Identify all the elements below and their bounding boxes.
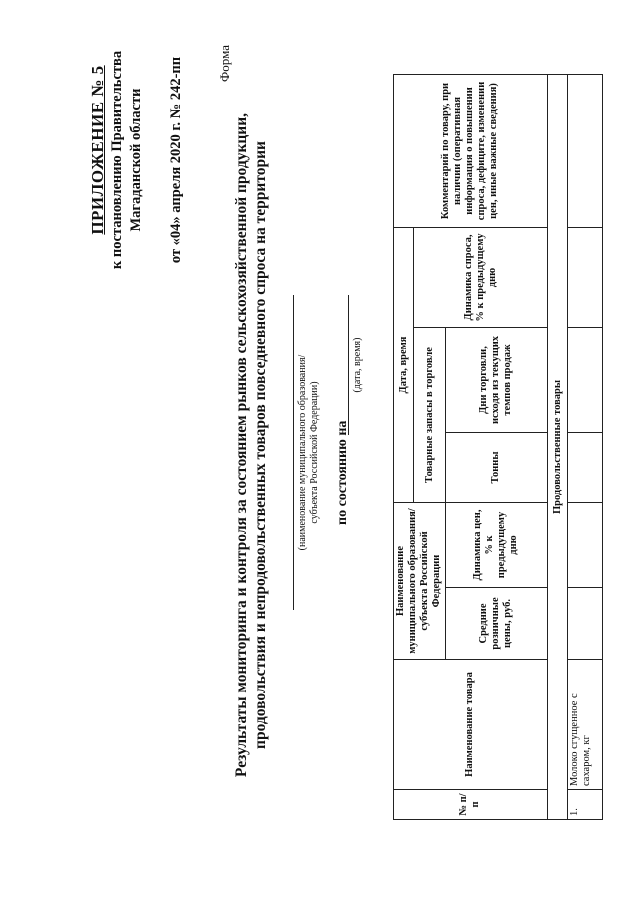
document-title xyxy=(232,75,270,815)
resolution-reference xyxy=(108,0,146,320)
as-of-caption: (дата, время) xyxy=(352,337,363,393)
header-trade-days: Дни торговли, исходя из текущих темпов продаж xyxy=(445,328,547,433)
title-line-1: Результаты мониторинга и контроля за состоянием рынков сельскохозяйственной продукции, xyxy=(233,112,250,778)
form-label: Форма xyxy=(217,45,232,82)
header-avg-price: Средние розничные цены, руб. xyxy=(445,588,547,660)
municipality-caption-line-1: (наименование муниципального образования/ xyxy=(297,354,308,551)
header-demand-dynamics: Динамика спроса, % к предыдущему дню xyxy=(414,227,548,327)
municipality-blank-line xyxy=(293,295,294,610)
row-demand-dynamics xyxy=(568,227,603,327)
resolution-date: от «04» апреля 2020 г. № 242-пп xyxy=(168,56,184,264)
header-municipality-group: Наименование муниципального образования/ субъекта Российской Федерации xyxy=(394,503,446,660)
header-date-group: Дата, время xyxy=(394,227,414,502)
row-num: 1. xyxy=(568,790,603,820)
header-price-dynamics: Динамика цен, % к предыдущему дню xyxy=(445,503,547,588)
municipality-caption xyxy=(297,295,321,610)
municipality-caption-line-2: субъекта Российской Федерации) xyxy=(309,381,320,524)
header-comment: Комментарий по товару, при наличии (оперативная информация о повышении спроса, дефиците, изменении цен, иные важные сведения) xyxy=(394,74,548,227)
row-tons xyxy=(568,433,603,503)
row-trade-days xyxy=(568,328,603,433)
resolution-line-2: Магаданской области xyxy=(128,88,144,232)
header-stocks-group: Товарные запасы в торговле xyxy=(414,328,446,503)
row-avg-price xyxy=(568,588,603,660)
header-num: № п/п xyxy=(394,790,548,820)
section-food: Продовольственные товары xyxy=(547,74,567,819)
monitoring-table xyxy=(393,74,603,820)
row-comment xyxy=(568,74,603,227)
table-row xyxy=(568,74,603,819)
appendix-heading: ПРИЛОЖЕНИЕ № 5 xyxy=(88,65,107,235)
as-of-blank-line xyxy=(348,295,349,435)
row-product-name: Молоко сгущенное с сахаром, кг xyxy=(568,660,603,790)
header-product-name: Наименование товара xyxy=(394,660,548,790)
header-tons: Тонны xyxy=(445,433,547,503)
as-of-label: по состоянию на xyxy=(335,420,350,525)
title-line-2: продовольствия и непродовольственных товаров повседневного спроса на территории xyxy=(252,141,269,749)
resolution-line-1: к постановлению Правительства xyxy=(109,50,125,270)
row-price-dynamics xyxy=(568,503,603,588)
